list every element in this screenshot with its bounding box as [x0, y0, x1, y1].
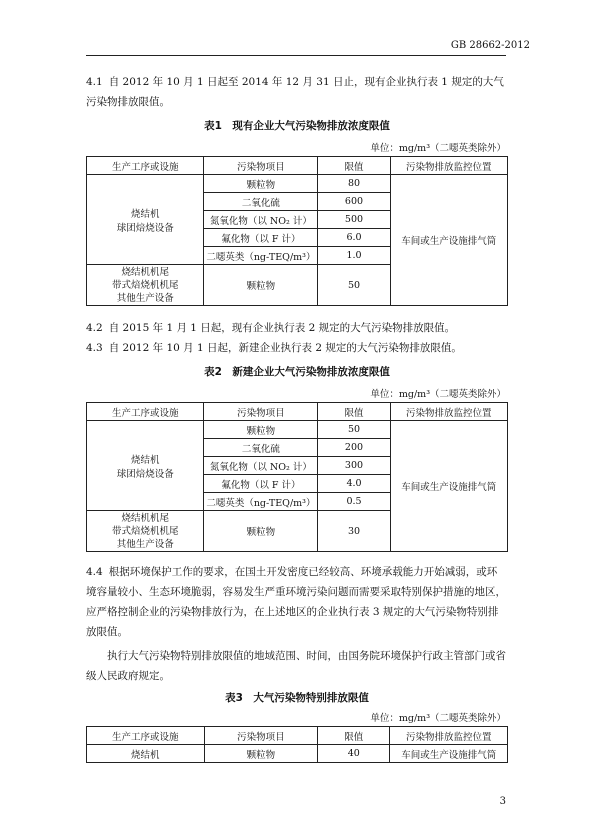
limit-cell: 50 — [318, 265, 390, 306]
header-cell: 污染物排放监控位置 — [390, 157, 507, 175]
page-number: 3 — [499, 796, 506, 807]
pollutant-cell: 氟化物（以 F 计） — [204, 475, 318, 493]
clause-4-3 — [86, 338, 506, 358]
clause-number: 4.3 — [86, 342, 103, 354]
pollutant-cell: 氮氧化物（以 NO₂ 计） — [204, 457, 318, 475]
pollutant-cell: 二噁英类（ng-TEQ/m³） — [204, 493, 318, 511]
header-cell: 限值 — [318, 157, 390, 175]
clause-number: 4.4 — [86, 566, 103, 578]
facility-line: 其他生产设备 — [116, 292, 174, 304]
facility-cell — [87, 511, 204, 552]
monitor-cell: 车间或生产设施排气筒 — [390, 421, 507, 552]
clause-text: 自 2012 年 10 月 1 日起至 2014 年 12 月 31 日止，现有企业执行表 1 规定的大气污染物排放限值。 — [86, 76, 504, 108]
clause-number: 4.2 — [86, 322, 103, 334]
facility-line: 球团焙烧设备 — [116, 222, 174, 234]
pollutant-cell: 二氧化硫 — [204, 439, 318, 457]
limit-cell: 300 — [318, 457, 390, 475]
header-cell: 污染物排放监控位置 — [390, 403, 507, 421]
header-cell: 生产工序或设施 — [87, 157, 204, 175]
header-cell: 限值 — [318, 727, 390, 745]
facility-line: 烧结机 — [130, 208, 160, 220]
clause-4-1 — [86, 72, 506, 112]
clause-4-2 — [86, 318, 506, 338]
table1-unit: 单位：mg/m³（二噁英类除外） — [370, 143, 506, 154]
monitor-cell: 车间或生产设施排气筒 — [390, 175, 507, 306]
table-row — [87, 421, 508, 439]
header-cell: 污染物项目 — [204, 157, 318, 175]
limit-cell: 6.0 — [318, 229, 390, 247]
clause-number: 4.1 — [86, 76, 103, 88]
facility-line: 其他生产设备 — [116, 538, 174, 550]
facility-cell — [87, 421, 204, 511]
table3-title: 表3 大气污染物特别排放限值 — [225, 692, 369, 704]
table-header-row — [87, 727, 508, 745]
pollutant-cell: 颗粒物 — [204, 745, 318, 763]
facility-line: 球团焙烧设备 — [116, 468, 174, 480]
limit-cell: 40 — [318, 745, 390, 763]
standard-number: GB 28662-2012 — [450, 40, 530, 51]
table3 — [86, 726, 508, 763]
header-cell: 生产工序或设施 — [87, 403, 204, 421]
pollutant-cell: 二噁英类（ng-TEQ/m³） — [204, 247, 318, 265]
facility-line: 烧结机机尾 — [121, 266, 169, 278]
table3-unit: 单位：mg/m³（二噁英类除外） — [370, 713, 506, 724]
table-row — [87, 745, 508, 763]
clause-text: 自 2015 年 1 月 1 日起，现有企业执行表 2 规定的大气污染物排放限值。 — [108, 322, 456, 334]
limit-cell: 500 — [318, 211, 390, 229]
table2 — [86, 402, 508, 552]
pollutant-cell: 颗粒物 — [204, 511, 318, 552]
table2-unit: 单位：mg/m³（二噁英类除外） — [370, 389, 506, 400]
monitor-cell: 车间或生产设施排气筒 — [390, 745, 508, 763]
pollutant-cell: 氟化物（以 F 计） — [204, 229, 318, 247]
clause-4-4 — [86, 562, 506, 642]
limit-cell: 600 — [318, 193, 390, 211]
limit-cell: 4.0 — [318, 475, 390, 493]
pollutant-cell: 颗粒物 — [204, 421, 318, 439]
table-header-row — [87, 157, 508, 175]
pollutant-cell: 颗粒物 — [204, 175, 318, 193]
table1-title: 表1 现有企业大气污染物排放浓度限值 — [204, 120, 390, 132]
limit-cell: 0.5 — [318, 493, 390, 511]
pollutant-cell: 颗粒物 — [204, 265, 318, 306]
limit-cell: 30 — [318, 511, 390, 552]
header-rule — [86, 55, 506, 56]
limit-cell: 1.0 — [318, 247, 390, 265]
clause-text: 自 2012 年 10 月 1 日起，新建企业执行表 2 规定的大气污染物排放限值。 — [108, 342, 462, 354]
facility-cell: 烧结机 — [87, 745, 205, 763]
pollutant-cell: 二氧化硫 — [204, 193, 318, 211]
header-cell: 生产工序或设施 — [87, 727, 205, 745]
facility-line: 带式焙烧机机尾 — [111, 279, 179, 291]
header-cell: 污染物项目 — [204, 727, 318, 745]
table-header-row — [87, 403, 508, 421]
header-cell: 污染物排放监控位置 — [390, 727, 508, 745]
limit-cell: 80 — [318, 175, 390, 193]
header-cell: 限值 — [318, 403, 390, 421]
pollutant-cell: 氮氧化物（以 NO₂ 计） — [204, 211, 318, 229]
clause-4-4-para2: 执行大气污染物特别排放限值的地域范围、时间，由国务院环境保护行政主管部门或省级人民政府规定。 — [86, 650, 506, 682]
limit-cell: 200 — [318, 439, 390, 457]
facility-cell — [87, 175, 204, 265]
header-cell: 污染物项目 — [204, 403, 318, 421]
table-row — [87, 175, 508, 193]
facility-line: 烧结机 — [130, 454, 160, 466]
facility-line: 带式焙烧机机尾 — [111, 525, 179, 537]
limit-cell: 50 — [318, 421, 390, 439]
facility-cell — [87, 265, 204, 306]
table2-title: 表2 新建企业大气污染物排放浓度限值 — [204, 366, 390, 378]
clause-text: 根据环境保护工作的要求，在国土开发密度已经较高、环境承载能力开始减弱，或环境容量较小、生态环境脆弱，容易发生严重环境污染问题而需要采取特别保护措施的地区，应严格控制企业的污染物排放行为，在上述地区的企业执行表 3 规定的大气污染物特别排放限值。 — [86, 566, 506, 638]
table1 — [86, 156, 508, 306]
facility-line: 烧结机机尾 — [121, 512, 169, 524]
